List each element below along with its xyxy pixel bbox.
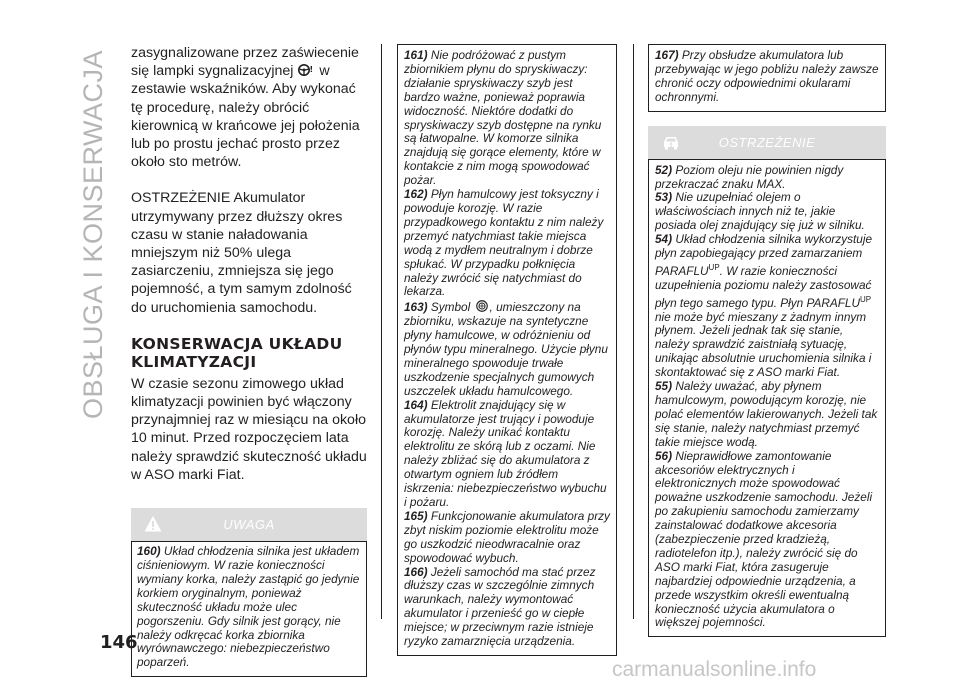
note-text: Układ chłodzenia silnika wykorzystuje płyn zapobiegający przed zamarzaniem PARAFLU [655, 232, 873, 278]
warning-item-56 [655, 450, 879, 631]
note-text: Przy obsłudze akumulatora lub przebywając w jego pobliżu należy zawsze chronić oczy odpowiednimi okularami ochronnymi. [655, 48, 879, 104]
column-divider-2 [633, 44, 634, 619]
note-number: 167) [655, 48, 679, 62]
section-heading-ac-maintenance: KONSERWACJA UKŁADU KLIMATYZACJI [131, 334, 343, 371]
note-item-163 [404, 299, 610, 398]
note-number: 164) [404, 397, 428, 412]
note-number: 160) [137, 544, 161, 559]
page-number: 146 [100, 632, 138, 653]
note-text: . W razie konieczności uzupełnienia poziomu należy zastosować płyn tego samego typu. Płyn PARAFLU [655, 263, 872, 310]
warning-box [648, 159, 886, 638]
note-item-161 [404, 49, 610, 188]
note-item-160 [137, 545, 361, 670]
note-box-167 [648, 44, 886, 112]
note-number: 163) [404, 300, 428, 315]
note-text: nie może być mieszany z żadnym innym płynem. Jeżeli jednak tak się stanie, należy sprawdzić zaistniałą sytuację, unikając absolutnie uruchomienia silnika i skontaktować się z ASO marki Fiat. [655, 309, 872, 380]
note-number: 166) [404, 564, 428, 579]
note-text: Nie podróżować z pustym zbiornikiem płynu do spryskiwaczy: działanie spryskiwaczy szyb jest bardzo ważne, ponieważ poprawia widoczność. Niektóre dodatki do spryskiwaczy szyb dostępne na rynku są łatwopalne. W komorze silnika znajdują się gorące elementy, które w kontakcie z nim mogą spowodować pożar. [404, 48, 602, 188]
note-text: Płyn hamulcowy jest toksyczny i powoduje korozję. W razie przypadkowego kontaktu z nim należy przemyć natychmiast takie miejsca wodą z mydłem neutralnym i dobrze spłukać. W przypadku połknięcia należy zwrócić się natychmiast do lekarza. [404, 187, 604, 299]
column-1 [131, 44, 367, 677]
brake-fluid-symbol-icon [475, 299, 489, 313]
note-text: Symbol [430, 300, 471, 315]
note-text: Nie uzupełniać olejem o właściwościach innych niż te, jakie posiada olej znajdujący się już w silniku. [655, 190, 865, 233]
warning-item-53 [655, 191, 879, 233]
note-box [131, 541, 367, 677]
paragraph-battery-warning: OSTRZEŻENIE Akumulator utrzymywany przez dłuższy okres czasu w stanie naładowania mniejszym niż 50% ulega zasiarczeniu, zmniejsza się jego pojemność, a tym samym zdolność do uruchomienia samochodu. [131, 190, 352, 316]
note-text: Nieprawidłowe zamontowanie akcesoriów elektrycznych i elektronicznych może spowodować poważne uszkodzenie samochodu. Jeżeli po zakupieniu samochodu zamierzamy zainstalować dodatkowe akcesoria (zabezpieczenie przed kradzieżą, radiotelefon itp.), należy zwrócić się do ASO marki Fiat, która zasugeruje najbardziej odpowiednie urządzenia, a przede wszystkim określi ewentualną konieczność użycia akumulatora o większej pojemności. [655, 448, 873, 630]
note-number: 54) [655, 232, 673, 247]
watermark: carmanualsonline.info [612, 658, 817, 681]
spacer [131, 171, 367, 189]
warning-box-label: OSTRZEŻENIE [718, 134, 816, 150]
note-box-label: UWAGA [223, 517, 275, 533]
note-number: 52) [655, 162, 673, 177]
spacer [131, 484, 367, 508]
paraflu-superscript: UP [860, 294, 872, 304]
svg-text:!: ! [309, 65, 314, 75]
paragraph-steering-reset-part2: w zestawie wskaźników. Aby wykonać tę procedurę, należy obrócić kierownicą w krańcowe jej położenia lub po prostu jechać prosto przez około sto metrów. [131, 63, 360, 171]
paragraph-steering-reset [131, 44, 367, 171]
column-divider-1 [381, 44, 382, 619]
spacer [648, 112, 886, 126]
steering-warning-icon [298, 63, 314, 77]
note-number: 53) [655, 190, 673, 205]
note-number: 55) [655, 379, 673, 394]
paragraph-steering-reset-part1: zasygnalizowane przez zaświecenie się lampki sygnalizacyjnej [131, 45, 359, 80]
paraflu-superscript: UP [708, 262, 720, 272]
note-number: 56) [655, 448, 673, 463]
note-item-166 [404, 566, 610, 649]
note-box-header [131, 508, 367, 541]
warning-item-55 [655, 380, 879, 450]
column-3 [648, 44, 886, 637]
note-item-167 [655, 49, 879, 105]
note-number: 162) [404, 187, 428, 202]
note-text: Należy uważać, aby płynem hamulcowym, powodującym korozję, nie polać elementów lakierowanych. Jeżeli tak się stanie, należy natychmiast przemyć takie miejsce wodą. [655, 379, 878, 449]
notes-box [397, 44, 617, 656]
note-text: Poziom oleju nie powinien nigdy przekraczać znaku MAX. [655, 162, 844, 191]
car-warning-icon [660, 132, 682, 152]
warning-item-52 [655, 164, 879, 192]
warning-triangle-icon [143, 514, 163, 534]
note-item-165 [404, 510, 610, 566]
warning-box-header [648, 126, 886, 159]
note-text: Elektrolit znajdujący się w akumulatorze jest trujący i powoduje korozję. Należy unikać kontaktu elektrolitu ze skórą lub z oczami. Nie należy zbliżać się do akumulatora z otwartym ogniem lub źródłem iskrzenia: niebezpieczeństwo wybuchu i pożaru. [404, 397, 607, 509]
paragraph-ac-maintenance: W czasie sezonu zimowego układ klimatyzacji powinien być włączony przynajmniej raz w miesiącu na około 10 minut. Przed rozpoczęciem lata należy sprawdzić skuteczność układu w ASO marki Fiat. [131, 375, 367, 483]
note-text: Jeżeli samochód ma stać przez dłuższy czas w szczególnie zimnych warunkach, należy wymontować akumulator i przenieść go w ciepłe miejsce; w przeciwnym razie istnieje ryzyko zamarznięcia urządzenia. [404, 564, 596, 649]
note-text: , umieszczony na zbiorniku, wskazuje na syntetyczne płyny hamulcowe, w odróżnieniu od płynów typu mineralnego. Użycie płynu mineralnego spowoduje trwałe uszkodzenie specjalnych gumowych uszczelek układu hamulcowego. [404, 300, 608, 398]
section-side-title-text: OBSŁUGA I KONSERWACJA [78, 49, 109, 419]
warning-item-54 [655, 233, 879, 380]
section-side-title [74, 24, 114, 444]
note-text: Funkcjonowanie akumulatora przy zbyt niskim poziomie elektrolitu może go uszkodzić nieodwracalnie oraz spowodować wybuch. [404, 508, 610, 565]
note-number: 165) [404, 508, 428, 523]
note-number: 161) [404, 48, 428, 62]
note-item-162 [404, 188, 610, 299]
column-2 [397, 44, 617, 656]
note-item-164 [404, 399, 610, 510]
note-text: Układ chłodzenia silnika jest układem ciśnieniowym. W razie konieczności wymiany korka, należy zastąpić go jedynie korkiem oryginalnym, ponieważ skuteczność układu może ulec pogorszeniu. Gdy silnik jest gorący, nie należy odkręcać korka zbiornika wyrównawczego: niebezpieczeństwo poparzeń. [137, 544, 360, 670]
